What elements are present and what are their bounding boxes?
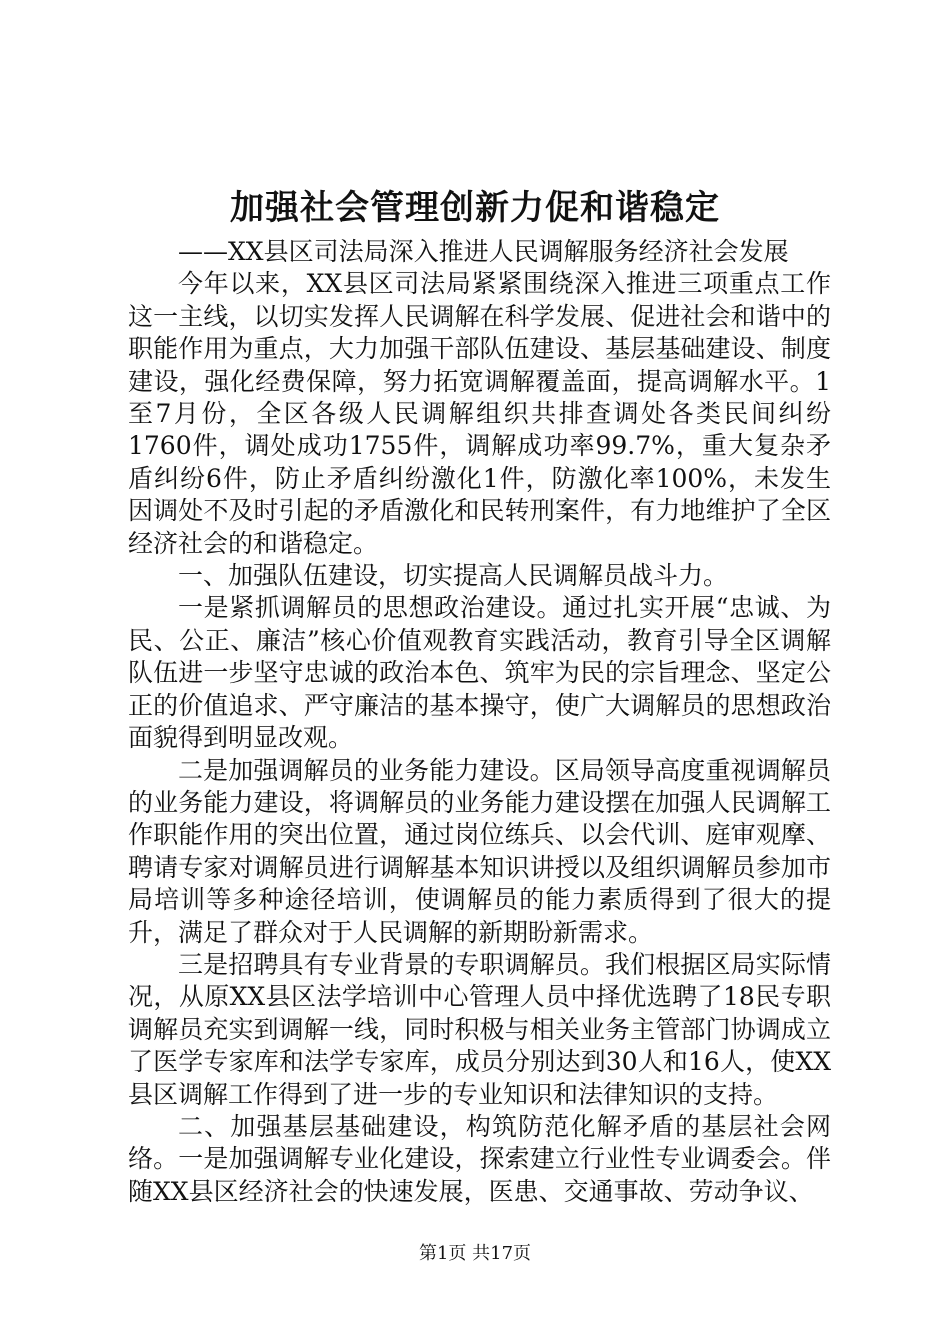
document-body — [128, 236, 831, 1208]
document-title: 加强社会管理创新力促和谐稳定 — [230, 188, 720, 228]
section-heading-2-paragraph: 二、加强基层基础建设，构筑防范化解矛盾的基层社会网络。一是加强调解专业化建设，探索建立行业性专业调委会。伴随XX县区经济社会的快速发展，医患、交通事故、劳动争议、 — [128, 1111, 831, 1206]
document-subtitle: ——XX县区司法局深入推进人民调解服务经济社会发展 — [178, 237, 789, 266]
paragraph-political-building: 一是紧抓调解员的思想政治建设。通过扎实开展“忠诚、为民、公正、廉洁”核心价值观教育实践活动，教育引导全区调解队伍进一步坚守忠诚的政治本色、筑牢为民的宗旨理念、坚定公正的价值追求、严守廉洁的基本操守，使广大调解员的思想政治面貌得到明显改观。 — [128, 593, 831, 753]
page-number-footer: 第1页 共17页 — [418, 1243, 532, 1264]
paragraph-intro: 今年以来，XX县区司法局紧紧围绕深入推进三项重点工作这一主线，以切实发挥人民调解在科学发展、促进社会和谐中的职能作用为重点，大力加强干部队伍建设、基层基础建设、制度建设，强化经费保障，努力拓宽调解覆盖面，提高调解水平。1至7月份，全区各级人民调解组织共排查调处各类民间纠纷1760件，调处成功1755件，调解成功率99.7%，重大复杂矛盾纠纷6件，防止矛盾纠纷激化1件，防激化率100%，未发生因调处不及时引起的矛盾激化和民转刑案件，有力地维护了全区经济社会的和谐稳定。 — [128, 269, 831, 558]
paragraph-capability-building: 二是加强调解员的业务能力建设。区局领导高度重视调解员的业务能力建设，将调解员的业务能力建设摆在加强人民调解工作职能作用的突出位置，通过岗位练兵、以会代训、庭审观摩、聘请专家对调解员进行调解基本知识讲授以及组织调解员参加市局培训等多种途径培训，使调解员的能力素质得到了很大的提升，满足了群众对于人民调解的新期盼新需求。 — [128, 755, 831, 947]
section-heading-1: 一、加强队伍建设，切实提高人民调解员战斗力。 — [178, 561, 729, 591]
paragraph-recruitment: 三是招聘具有专业背景的专职调解员。我们根据区局实际情况，从原XX县区法学培训中心管理人员中择优选聘了18民专职调解员充实到调解一线，同时积极与相关业务主管部门协调成立了医学专家库和法学专家库，成员分别达到30人和16人，使XX县区调解工作得到了进一步的专业知识和法律知识的支持。 — [128, 949, 831, 1109]
